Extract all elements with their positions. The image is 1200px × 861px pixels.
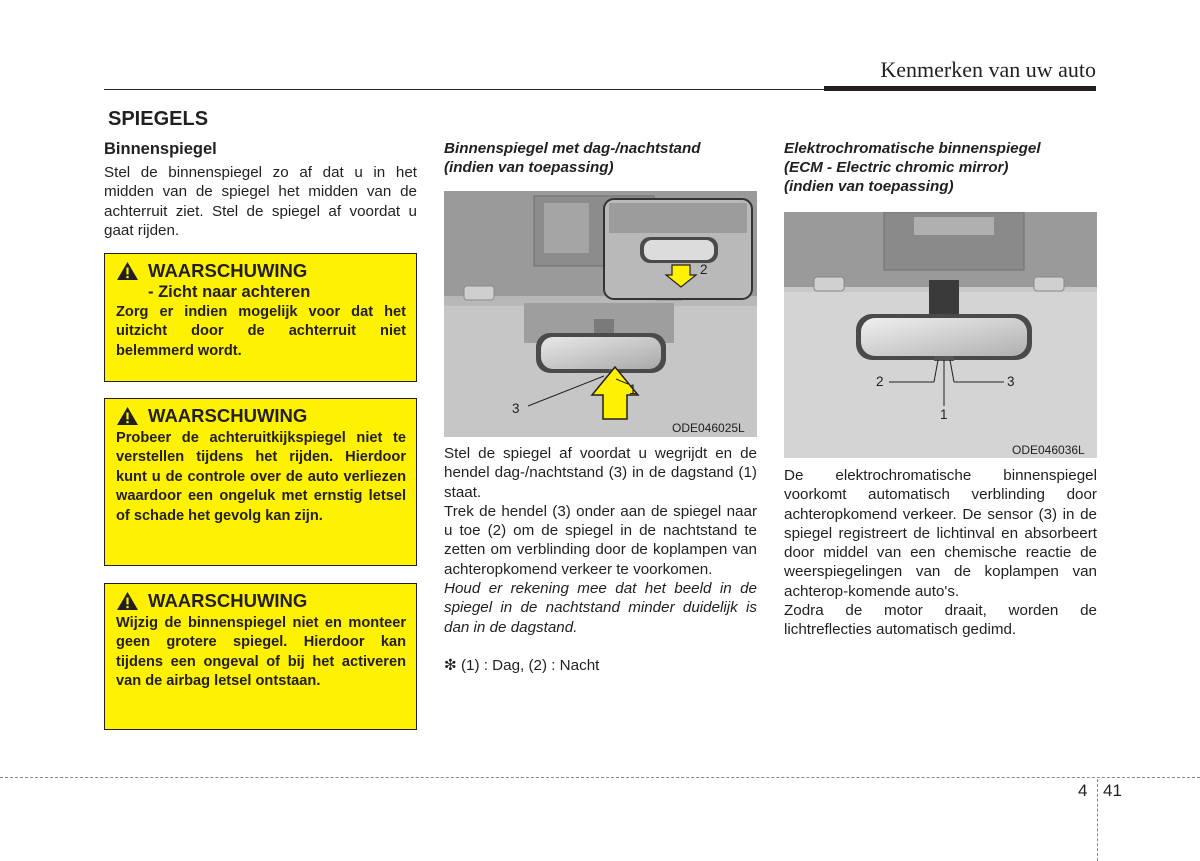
image-code: ODE046036L xyxy=(1012,443,1085,457)
column-right xyxy=(784,139,1097,196)
callout-3: 3 xyxy=(512,401,520,416)
column-middle-text xyxy=(444,444,757,675)
warning-heading xyxy=(116,590,406,612)
warning-heading-text: WAARSCHUWING xyxy=(148,405,308,426)
footer-divider xyxy=(1097,779,1098,861)
running-title: Kenmerken van uw auto xyxy=(880,57,1096,82)
column-right-text xyxy=(784,466,1097,640)
figure-caption: Elektrochromatische binnenspiegel (ECM - Electric chromic mirror) (indien van toepassing) xyxy=(784,140,1041,195)
warning-subheading: - Zicht naar achteren xyxy=(148,283,311,301)
callout-2: 2 xyxy=(876,374,884,389)
page-number: 41 xyxy=(1103,781,1122,800)
warning-body: Probeer de achteruitkijkspiegel niet te verstellen tijdens het rijden. Hierdoor kunt u de controle over de auto verliezen waardoor een ongeluk met ernstig letsel of schade het gevolg kan zijn. xyxy=(116,430,406,524)
warning-triangle-icon xyxy=(116,261,139,281)
warning-heading xyxy=(116,260,406,282)
column-middle xyxy=(444,139,757,177)
image-code: ODE046025L xyxy=(672,421,745,435)
callout-3: 3 xyxy=(1007,374,1015,389)
callout-1: 1 xyxy=(940,407,948,422)
callout-1: 1 xyxy=(629,382,637,397)
intro-paragraph: Stel de binnenspiegel zo af dat u in het midden van de spiegel het midden van de achterruit ziet. Stel de spiegel af voordat u gaat rijden. xyxy=(104,164,417,239)
warning-heading-text: WAARSCHUWING xyxy=(148,260,308,281)
paragraph: Zodra de motor draait, worden de lichtreflecties automatisch gedimd. xyxy=(784,602,1097,639)
figure-caption: Binnenspiegel met dag-/nachtstand (indien van toepassing) xyxy=(444,140,701,176)
paragraph: De elektrochromatische binnenspiegel voorkomt automatisch verblinding door achteropkomend verkeer. De sensor (3) in de spiegel registreert de lichtinval en absorbeert door middel van een chemische reactie de weerspiegelingen van de koplampen van achterop-komende auto's. xyxy=(784,467,1097,600)
warning-heading-text: WAARSCHUWING xyxy=(148,590,308,611)
header-rule xyxy=(104,89,824,90)
warning-body: Wijzig de binnenspiegel niet en monteer geen grotere spiegel. Hierdoor kan tijdens een ongeval of bij het activeren van de airbag letsel ontstaan. xyxy=(116,615,406,690)
paragraph: Stel de spiegel af voordat u wegrijdt en de hendel dag-/nachtstand (3) in de dagstand (1) staat. xyxy=(444,445,757,501)
warning-triangle-icon xyxy=(116,591,139,611)
paragraph: Trek de hendel (3) onder aan de spiegel naar u toe (2) om de spiegel in de nachtstand te zetten om verblinding door de koplampen van achteropkomend verkeer te voorkomen. xyxy=(444,502,757,578)
callout-2: 2 xyxy=(700,262,708,277)
warning-box-modification xyxy=(104,583,417,730)
chapter-number: 4 xyxy=(1078,781,1088,800)
subsection-title: Binnenspiegel xyxy=(104,140,217,158)
warning-box-rear-view xyxy=(104,253,417,382)
column-left xyxy=(104,139,417,240)
section-title: SPIEGELS xyxy=(108,108,209,130)
legend-note: ❇ (1) : Dag, (2) : Nacht xyxy=(444,656,600,674)
warning-triangle-icon xyxy=(116,406,139,426)
day-night-mirror-illustration xyxy=(444,191,757,437)
footer-rule xyxy=(0,777,1200,778)
warning-heading xyxy=(116,405,406,427)
warning-box-adjusting xyxy=(104,398,417,566)
warning-body: Zorg er indien mogelijk voor dat het uitzicht door de achterruit niet belemmerd wordt. xyxy=(116,304,406,359)
header-rule-accent xyxy=(824,86,1096,91)
note-paragraph: Houd er rekening mee dat het beeld in de spiegel in de nachtstand minder duidelijk is dan in de dagstand. xyxy=(444,580,757,636)
